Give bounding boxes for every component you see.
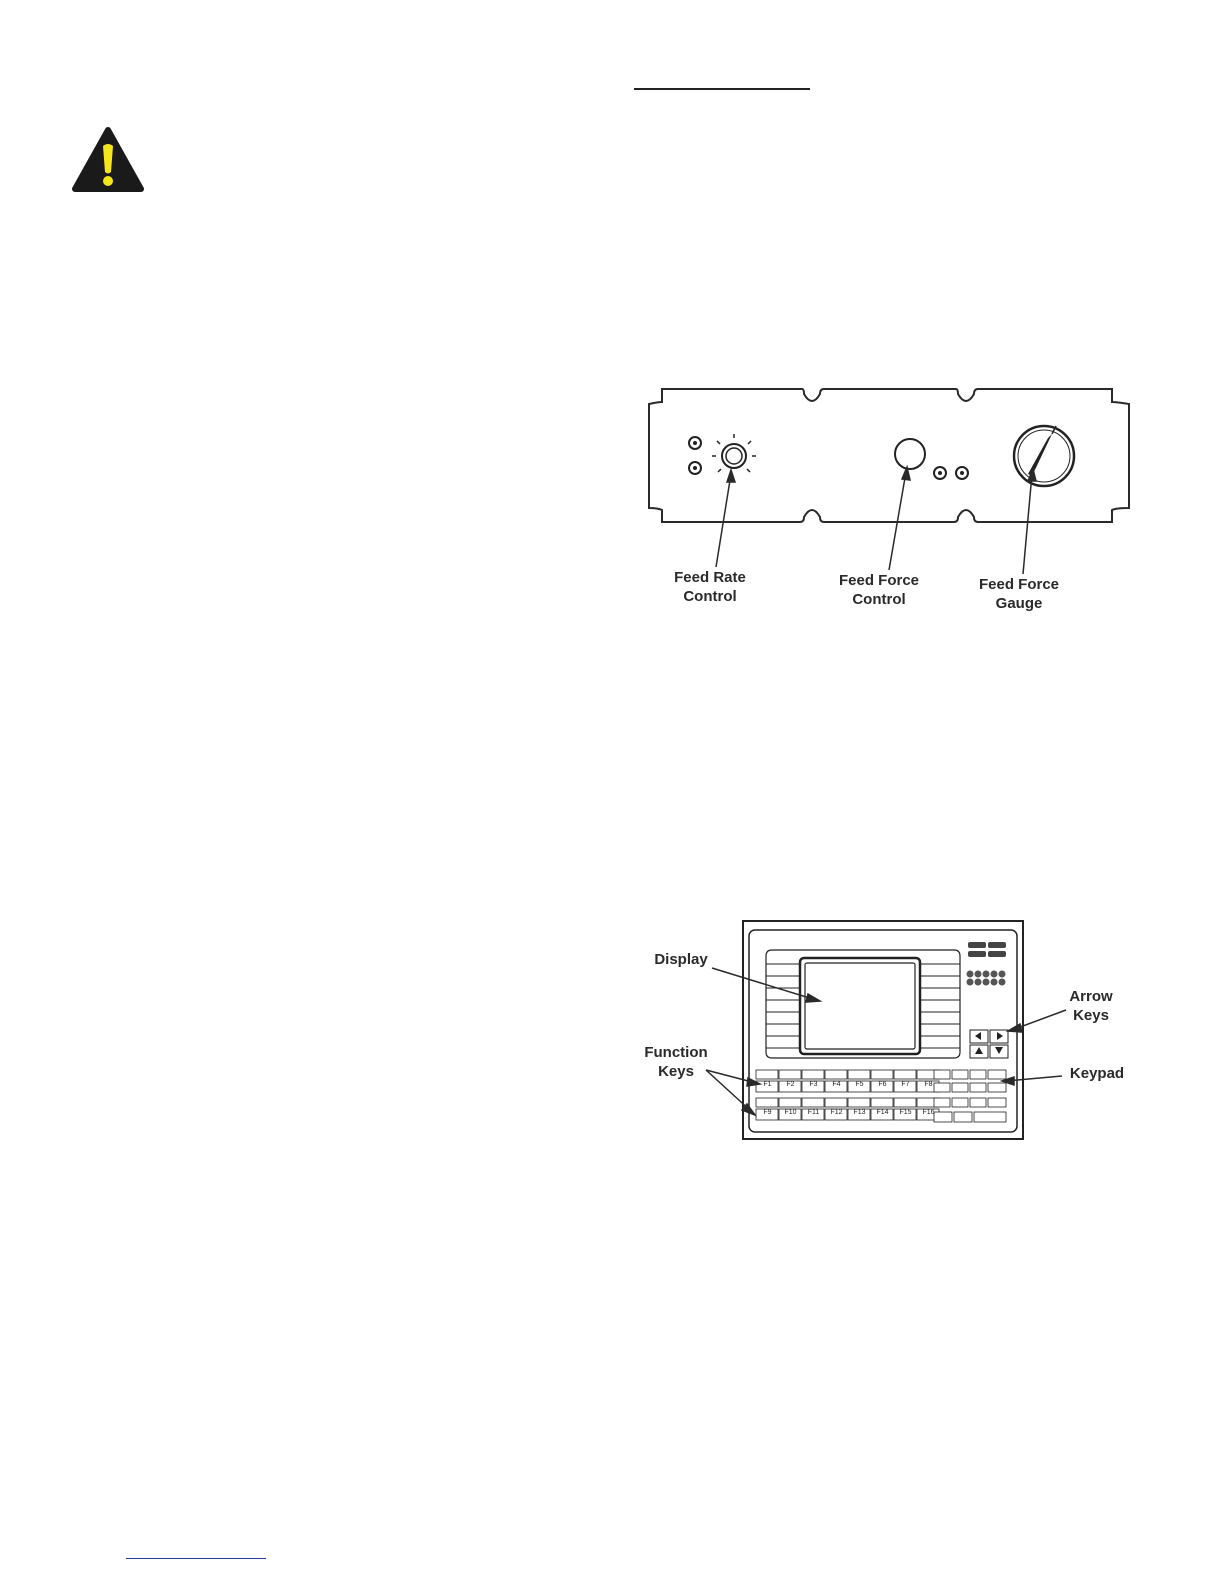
function-keys-label: Function Keys (644, 1044, 708, 1080)
keypad-label: Keypad (1069, 1065, 1125, 1082)
function-key: F16 (922, 1109, 935, 1116)
function-key: F4 (832, 1081, 841, 1088)
function-key: F3 (809, 1081, 818, 1088)
control-panel-figure (646, 386, 1132, 526)
feed-force-knob (895, 439, 925, 469)
display-label: Display (654, 951, 708, 968)
function-key: F6 (878, 1081, 887, 1088)
function-key: F2 (786, 1081, 795, 1088)
feed-rate-knob (712, 434, 756, 472)
function-key: F12 (830, 1109, 843, 1116)
arrow-keys-label: Arrow Keys (1069, 988, 1113, 1024)
function-key: F8 (924, 1081, 933, 1088)
function-key: F13 (853, 1109, 866, 1116)
function-key: F5 (855, 1081, 864, 1088)
feed-force-gauge (1014, 426, 1074, 486)
function-keys-row1 (756, 1081, 940, 1092)
heading-underline (634, 88, 810, 90)
function-keys-row2 (756, 1109, 940, 1120)
function-key: F15 (899, 1109, 912, 1116)
link-underline (126, 1558, 266, 1559)
feed-rate-control-label: Feed Rate Control (674, 569, 746, 605)
feed-force-gauge-label: Feed Force Gauge (978, 576, 1060, 612)
warning-triangle-icon (72, 126, 144, 194)
function-key: F10 (784, 1109, 797, 1116)
function-key: F1 (763, 1081, 772, 1088)
operator-terminal-figure (742, 920, 1024, 1140)
feed-force-control-label: Feed Force Control (838, 572, 920, 608)
function-key: F7 (901, 1081, 910, 1088)
function-key: F9 (763, 1109, 772, 1116)
function-key: F11 (807, 1109, 820, 1116)
function-key: F14 (876, 1109, 889, 1116)
